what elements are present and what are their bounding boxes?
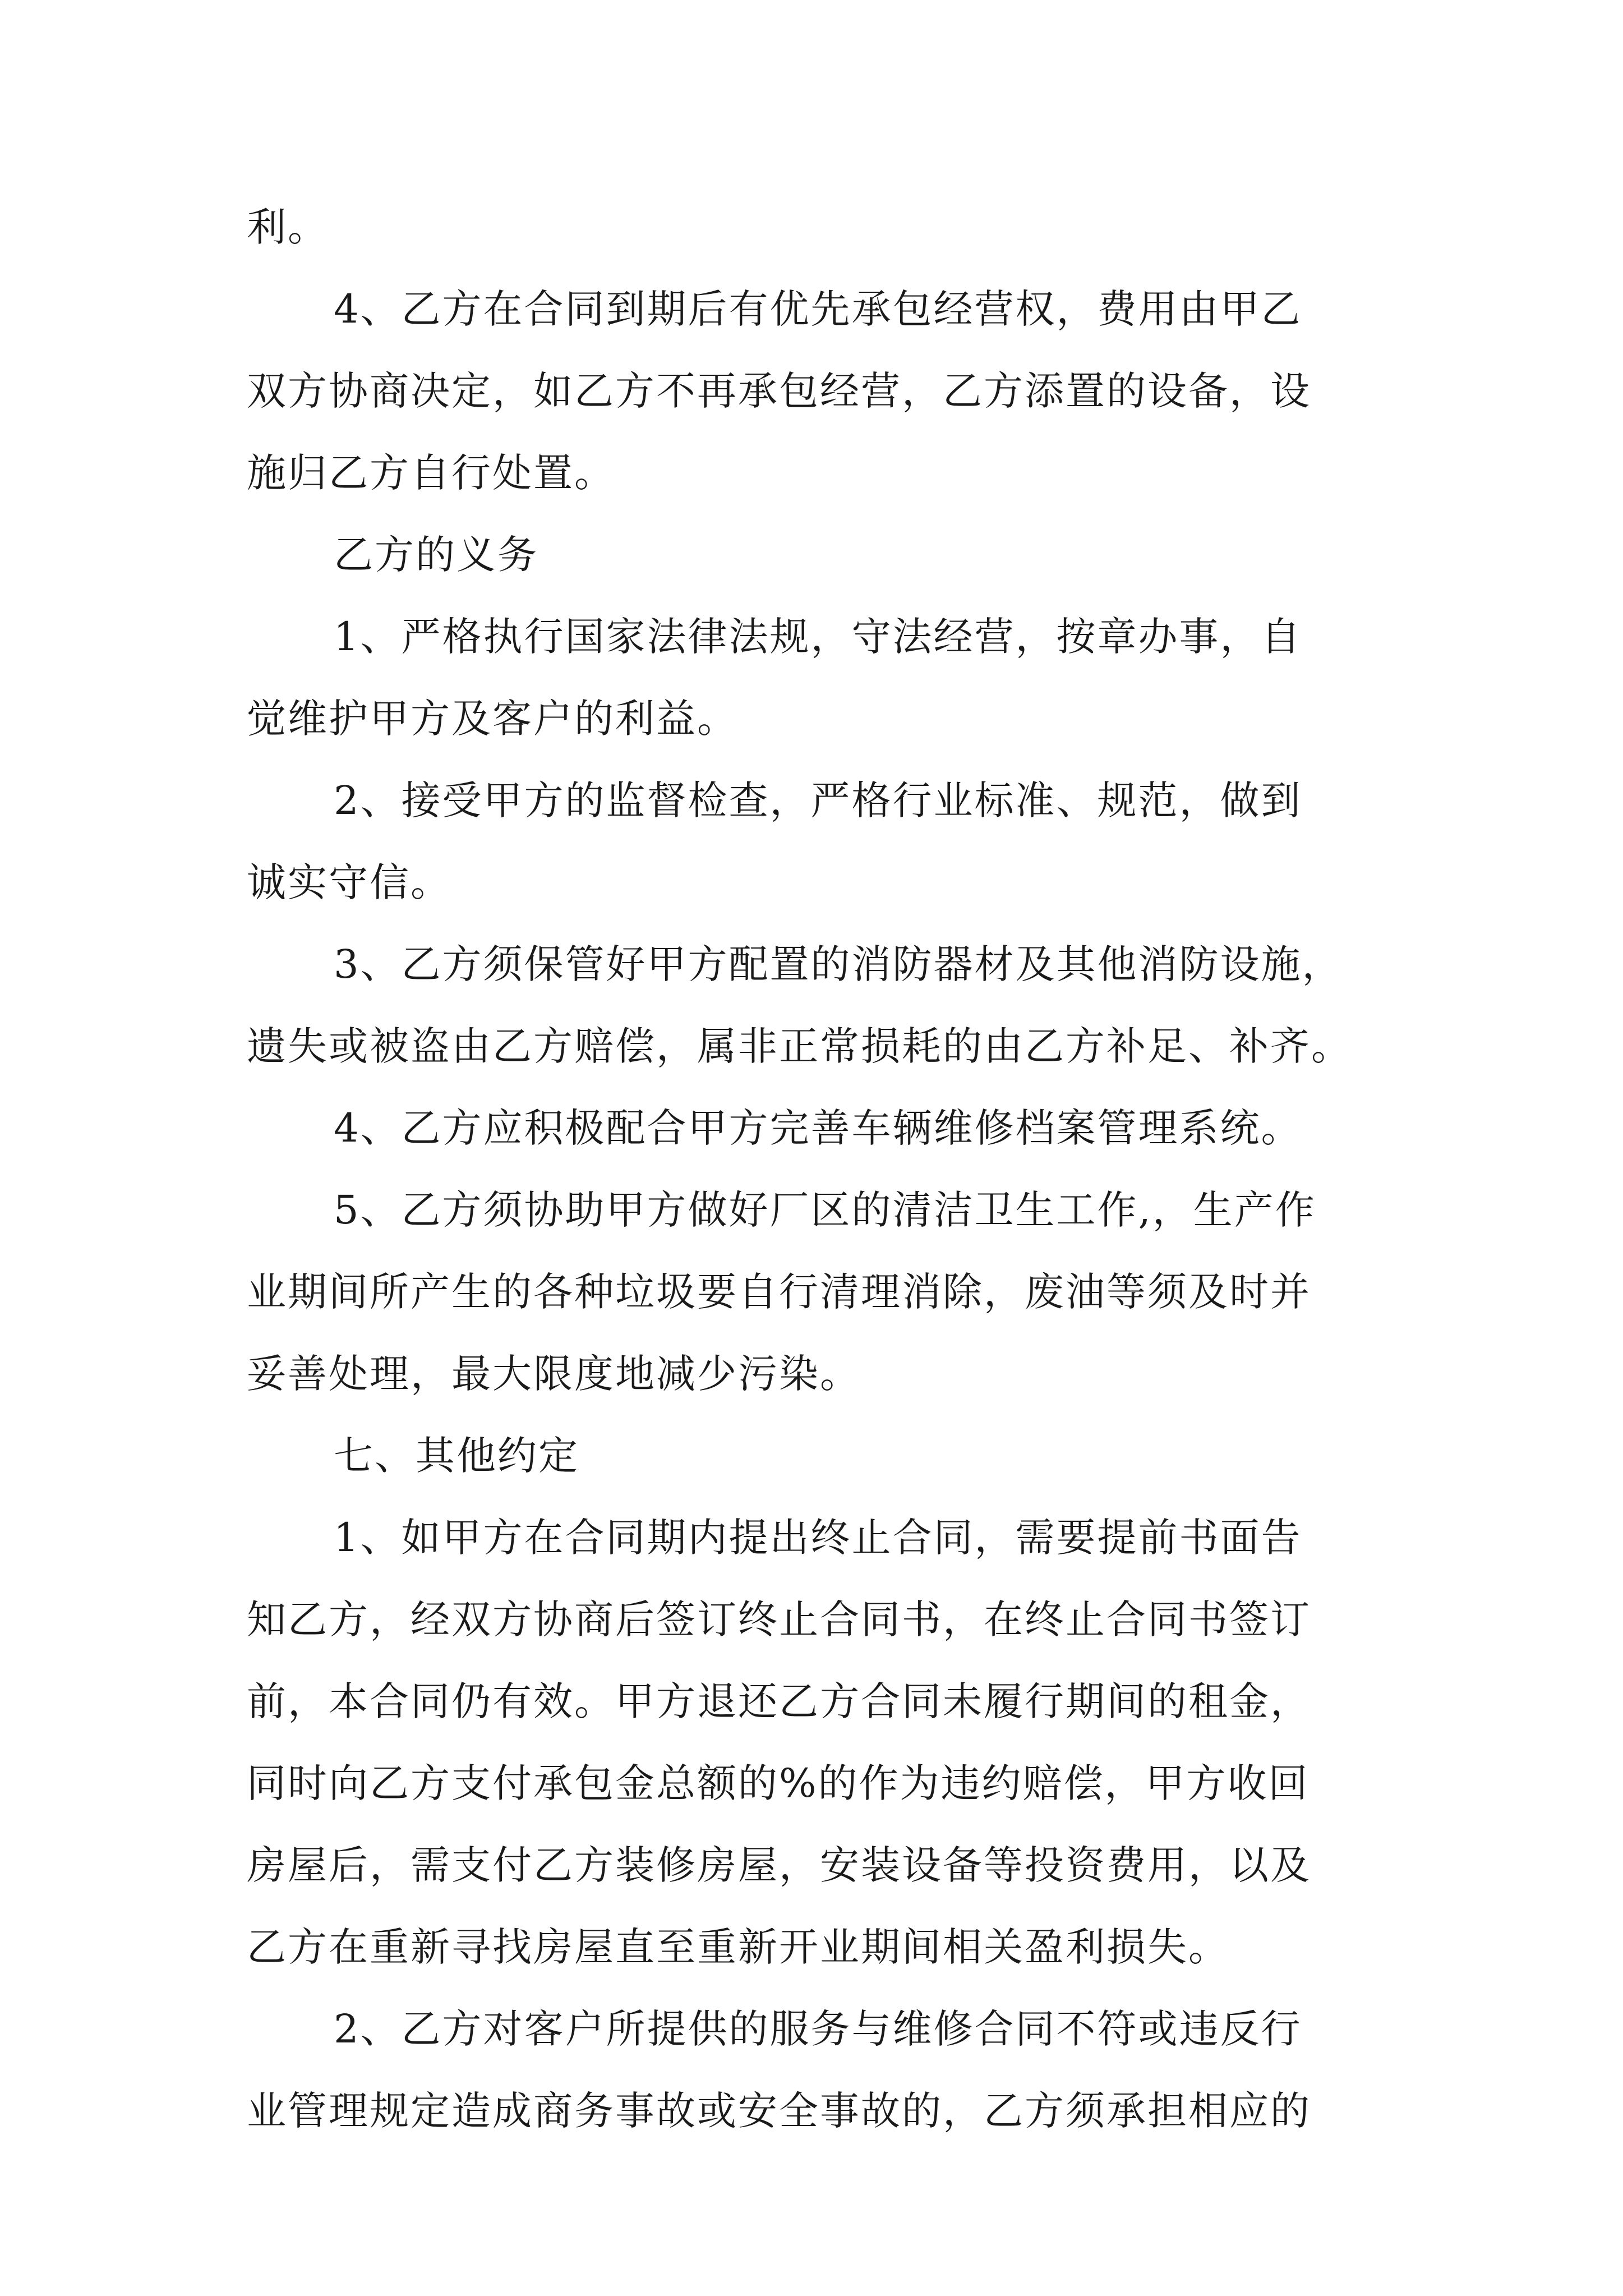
text-line: 房屋后，需支付乙方装修房屋，安装设备等投资费用，以及 xyxy=(247,1842,1311,1888)
text-line: 2、乙方对客户所提供的服务与维修合同不符或违反行 xyxy=(334,2006,1302,2052)
text-line: 1、严格执行国家法律法规，守法经营，按章办事，自 xyxy=(334,614,1302,660)
text-line: 1、如甲方在合同期内提出终止合同，需要提前书面告 xyxy=(334,1515,1302,1561)
text-line: 施归乙方自行处置。 xyxy=(247,450,615,496)
text-line: 5、乙方须协助甲方做好厂区的清洁卫生工作,，生产作 xyxy=(334,1187,1316,1233)
text-line: 业管理规定造成商务事故或安全事故的，乙方须承担相应的 xyxy=(247,2088,1311,2134)
section-heading: 七、其他约定 xyxy=(334,1433,579,1479)
text-line: 3、乙方须保管好甲方配置的消防器材及其他消防设施， xyxy=(334,941,1343,987)
text-line: 遗失或被盗由乙方赔偿，属非正常损耗的由乙方补足、补齐。 xyxy=(247,1023,1352,1069)
text-line: 同时向乙方支付承包金总额的%的作为违约赔偿，甲方收回 xyxy=(247,1760,1310,1806)
text-line: 前，本合同仍有效。甲方退还乙方合同未履行期间的租金， xyxy=(247,1678,1311,1724)
text-line: 业期间所产生的各种垃圾要自行清理消除，废油等须及时并 xyxy=(247,1269,1311,1315)
text-line: 知乙方，经双方协商后签订终止合同书，在终止合同书签订 xyxy=(247,1596,1311,1642)
text-line: 4、乙方应积极配合甲方完善车辆维修档案管理系统。 xyxy=(334,1105,1302,1151)
text-line: 2、接受甲方的监督检查，严格行业标准、规范，做到 xyxy=(334,777,1302,823)
text-line: 双方协商决定，如乙方不再承包经营，乙方添置的设备，设 xyxy=(247,368,1311,414)
text-line: 诚实守信。 xyxy=(247,859,451,905)
text-line: 乙方在重新寻找房屋直至重新开业期间相关盈利损失。 xyxy=(247,1924,1229,1970)
section-heading: 乙方的义务 xyxy=(334,532,538,578)
text-line: 利。 xyxy=(247,204,329,250)
text-line: 觉维护甲方及客户的利益。 xyxy=(247,696,738,742)
text-line: 4、乙方在合同到期后有优先承包经营权，费用由甲乙 xyxy=(334,286,1302,332)
text-line: 妥善处理，最大限度地减少污染。 xyxy=(247,1351,861,1397)
